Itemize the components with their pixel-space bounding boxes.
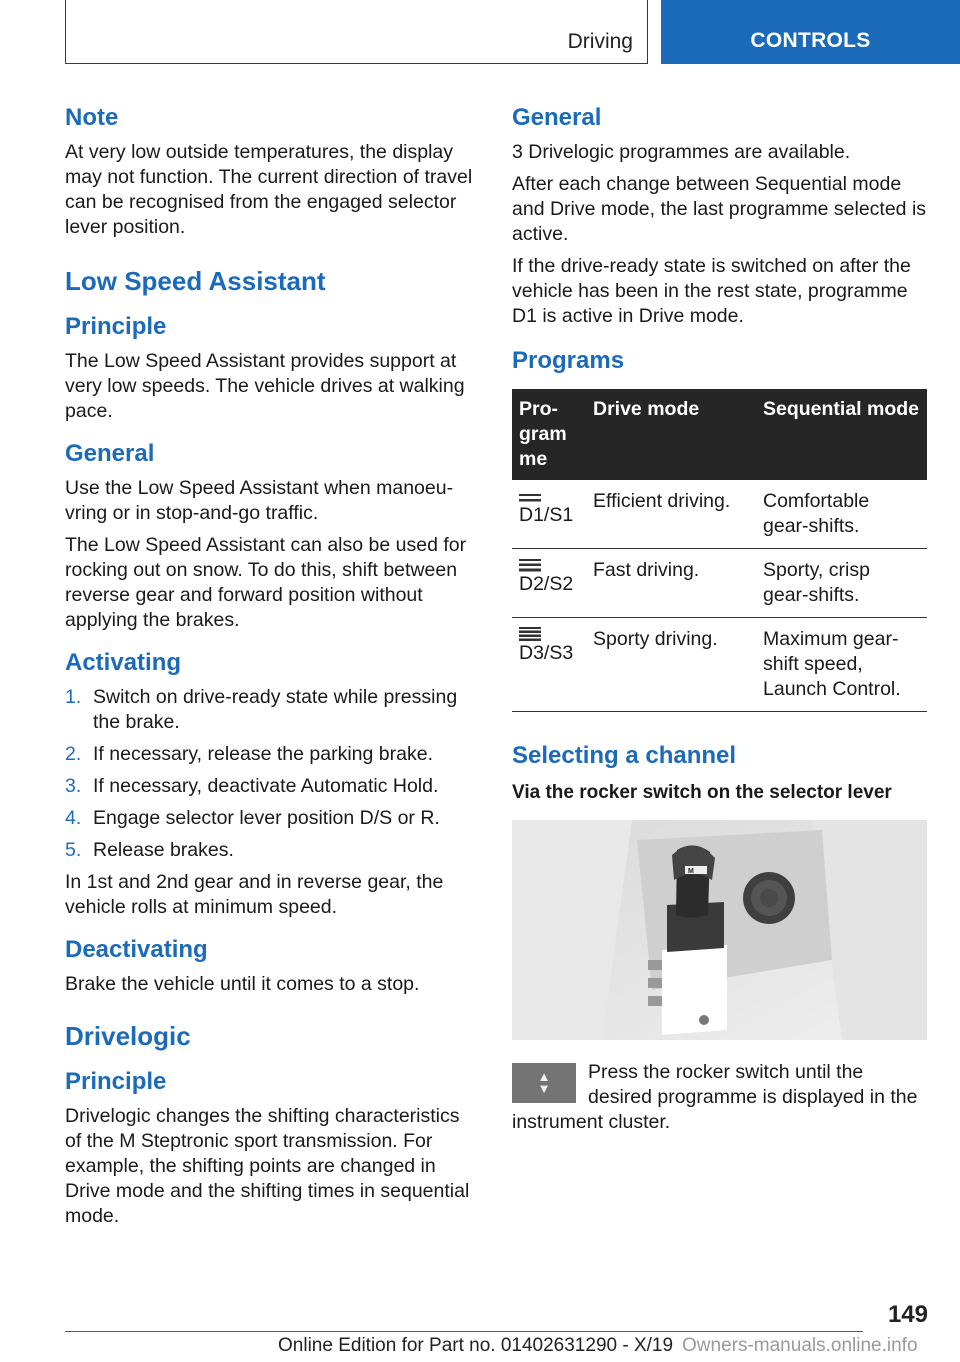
programs-table: [512, 389, 927, 712]
header-chapter-tab[interactable]: [661, 0, 960, 64]
m-logo: M: [688, 868, 694, 875]
general-right-paragraph-1: 3 Drivelogic programmes are available.: [512, 141, 851, 163]
sequential-mode-cell: Sporty, crisp gear-shifts.: [756, 549, 927, 618]
header-chapter-label: CONTROLS: [750, 29, 871, 52]
header-cell-drive-mode: Drive mode: [586, 389, 756, 480]
drive-mode-cell: Sporty driving.: [586, 618, 756, 712]
step-text: If necessary, release the parking brake.: [93, 743, 433, 765]
step-text: Switch on drive-ready state while pressing the brake.: [93, 686, 458, 733]
program-code: D2/S2: [519, 573, 574, 595]
drivelogic-heading: Drivelogic: [65, 1021, 191, 1051]
left-column: [65, 100, 480, 1236]
header-section-box: [65, 0, 648, 64]
note-text: At very low outside temperatures, the display may not function. The current direction of travel can be recognised from the engaged selector lever position.: [65, 141, 473, 238]
principle-2-text: Drivelogic changes the shifting characteristics of the M Steptronic sport transmission. For example, the shifting points are changed in Drive mode and the shifting times in sequential mode.: [65, 1105, 470, 1227]
programs-heading: Programs: [512, 347, 625, 374]
footer-edition: Online Edition for Part no. 01402631290 - X/19: [278, 1335, 674, 1356]
step-number: 1.: [65, 686, 82, 708]
drivelogic-level-3-icon: [519, 627, 541, 641]
drive-mode-cell: Fast driving.: [586, 549, 756, 618]
principle-2-heading: Principle: [65, 1068, 167, 1095]
table-row: [512, 480, 927, 549]
principle-text: The Low Speed Assistant provides support at very low speeds. The vehicle drives at walking pace.: [65, 350, 465, 422]
table-header-row: [512, 389, 927, 480]
table-row: [512, 549, 927, 618]
rocker-instruction-text: Press the rocker switch until the desired programme is displayed in the instrument cluster.: [512, 1061, 918, 1133]
step-text: Engage selector lever position D/S or R.: [93, 807, 440, 829]
step-text: Release brakes.: [93, 839, 234, 861]
step-number: 2.: [65, 743, 82, 765]
step-number: 5.: [65, 839, 82, 861]
principle-heading: Principle: [65, 313, 167, 340]
list-item: [65, 838, 480, 863]
activating-steps: [65, 685, 480, 863]
drive-mode-cell: Efficient driving.: [586, 480, 756, 549]
sequential-mode-cell: Maximum gear-shift speed, Launch Control.: [756, 618, 927, 712]
rocker-switch-icon: ▲ ▼: [512, 1063, 576, 1103]
header-cell-program: Pro- gram me: [512, 389, 586, 480]
deactivating-heading: Deactivating: [65, 936, 208, 963]
list-item: [65, 806, 480, 831]
program-code: D1/S1: [519, 504, 574, 526]
list-item: [65, 685, 480, 735]
selecting-channel-heading: Selecting a channel: [512, 742, 737, 769]
general-paragraph-1: Use the Low Speed Assistant when manoeuvring or in stop-and-go traffic.: [65, 477, 454, 524]
drivelogic-level-2-icon: [519, 558, 541, 572]
footer-divider: [65, 1331, 863, 1332]
selector-lever-photo: [512, 820, 927, 1040]
general-right-paragraph-2: After each change between Sequential mode and Drive mode, the last programme selected is active.: [512, 173, 927, 245]
rocker-instruction: [512, 1060, 927, 1135]
via-rocker-subheading: Via the rocker switch on the selector lever: [512, 782, 892, 803]
header-section-label: Driving: [567, 30, 633, 53]
general-heading: General: [65, 440, 155, 467]
drivelogic-level-1-icon: [519, 489, 541, 503]
header-cell-sequential-mode: Sequential mode: [756, 389, 927, 480]
right-column: [512, 100, 927, 1142]
general-paragraph-2: The Low Speed Assistant can also be used for rocking out on snow. To do this, shift between reverse gear and forward position without applying the brakes.: [65, 534, 467, 631]
step-number: 3.: [65, 775, 82, 797]
list-item: [65, 774, 480, 799]
table-row: [512, 618, 927, 712]
general-right-heading: General: [512, 104, 602, 131]
activating-heading: Activating: [65, 649, 182, 676]
step-text: If necessary, deactivate Automatic Hold.: [93, 775, 439, 797]
note-heading: Note: [65, 104, 119, 131]
sequential-mode-cell: Comfortable gear-shifts.: [756, 480, 927, 549]
after-steps-text: In 1st and 2nd gear and in reverse gear, the vehicle rolls at minimum speed.: [65, 871, 444, 918]
low-speed-assistant-heading: Low Speed Assistant: [65, 266, 326, 296]
step-number: 4.: [65, 807, 82, 829]
deactivating-text: Brake the vehicle until it comes to a stop.: [65, 973, 420, 995]
program-code: D3/S3: [519, 642, 574, 664]
page-number: 149: [887, 1301, 928, 1328]
list-item: [65, 742, 480, 767]
watermark: Owners-manuals.online.info: [678, 1335, 918, 1357]
general-right-paragraph-3: If the drive-ready state is switched on after the vehicle has been in the rest state, programme D1 is active in Drive mode.: [512, 255, 911, 327]
